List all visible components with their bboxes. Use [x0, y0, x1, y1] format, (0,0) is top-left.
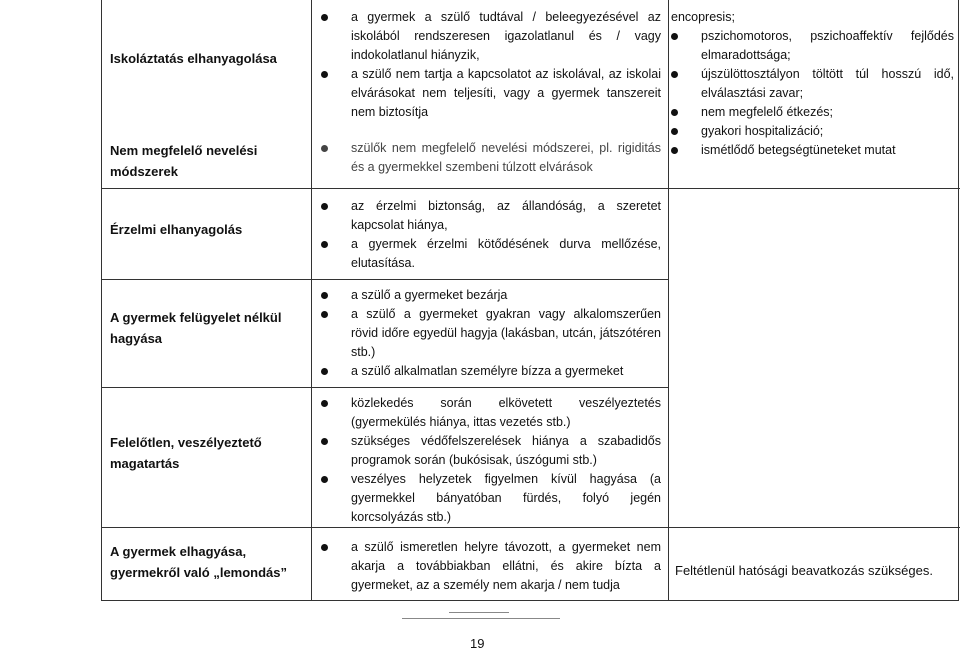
list-item: a gyermek a szülő tudtával / beleegyezésével az iskolából rendszeresen igazolatlanul és / vagy indokolatlanul hiányzik, — [321, 8, 661, 65]
bullet-icon — [321, 145, 328, 152]
row-divider — [102, 527, 960, 528]
row-label-emotional: Érzelmi elhanyagolás — [110, 222, 243, 237]
footer-rule — [449, 612, 509, 613]
bullet-icon — [321, 476, 328, 483]
column-divider — [668, 0, 669, 600]
bullet-icon — [671, 147, 678, 154]
emotional-list — [321, 197, 661, 273]
list-item: a szülő alkalmatlan személyre bízza a gyermeket — [321, 362, 661, 381]
schooling-list — [321, 8, 661, 122]
list-item: a szülő ismeretlen helyre távozott, a gyermeket nem akarja a továbbiakban ellátni, és akire bízta a gyermeket, az a személy nem akarja / nem tudja — [321, 538, 661, 595]
row-label-upbringing: Nem megfelelő nevelési módszerek — [110, 143, 258, 179]
list-item: közlekedés során elkövetett veszélyeztetés (gyermekülés hiánya, ittas vezetés stb.) — [321, 394, 661, 432]
symptom-list — [671, 27, 954, 160]
right-column-symptoms — [671, 8, 954, 160]
page-number: 19 — [470, 636, 485, 651]
list-item: szükséges védőfelszerelések hiánya a szabadidős programok során (bukósisak, úszógumi stb.) — [321, 432, 661, 470]
list-item: a szülő nem tartja a kapcsolatot az iskolával, az iskolai elvárásokat nem teljesíti, vagy a gyermek tanszereit nem biztosítja — [321, 65, 661, 122]
list-item: a szülő a gyermeket gyakran vagy alkalomszerűen rövid időre egyedül hagyja (lakásban, utcán, játszótéren stb.) — [321, 305, 661, 362]
bullet-icon — [321, 71, 328, 78]
row-label-schooling: Iskoláztatás elhanyagolása — [110, 51, 277, 66]
list-item: az érzelmi biztonság, az állandóság, a szeretet kapcsolat hiánya, — [321, 197, 661, 235]
list-item: veszélyes helyzetek figyelmen kívül hagyása (a gyermekkel bányatóban fürdés, folyó jegén korcsolyázás stb.) — [321, 470, 661, 527]
bullet-icon — [321, 438, 328, 445]
indicator-table — [101, 0, 959, 601]
list-item: pszichomotoros, pszichoaffektív fejlődés elmaradottsága; — [671, 27, 954, 65]
bullet-icon — [321, 14, 328, 21]
list-item: nem megfelelő étkezés; — [671, 103, 954, 122]
bullet-icon — [321, 368, 328, 375]
bullet-icon — [671, 71, 678, 78]
unsupervised-list — [321, 286, 661, 381]
reckless-list — [321, 394, 661, 527]
list-item: ismétlődő betegségtüneteket mutat — [671, 141, 954, 160]
symptom-first-line: encopresis; — [671, 10, 735, 24]
footer-rule — [402, 618, 560, 619]
row-divider — [102, 279, 668, 280]
bullet-icon — [321, 311, 328, 318]
authority-intervention-note: Feltétlenül hatósági beavatkozás szükséges. — [675, 563, 933, 578]
bullet-icon — [671, 33, 678, 40]
abandonment-list — [321, 538, 661, 595]
list-item: újszülöttosztályon töltött túl hosszú idő, elválasztási zavar; — [671, 65, 954, 103]
bullet-icon — [671, 128, 678, 135]
bullet-icon — [321, 400, 328, 407]
row-divider — [102, 387, 668, 388]
bullet-icon — [321, 292, 328, 299]
upbringing-list — [321, 139, 661, 177]
bullet-icon — [671, 109, 678, 116]
column-divider — [311, 0, 312, 600]
row-label-reckless: Felelőtlen, veszélyeztető magatartás — [110, 435, 262, 471]
list-item: a gyermek érzelmi kötődésének durva mellőzése, elutasítása. — [321, 235, 661, 273]
row-label-unsupervised: A gyermek felügyelet nélkül hagyása — [110, 310, 282, 346]
bullet-icon — [321, 241, 328, 248]
bullet-icon — [321, 203, 328, 210]
bullet-icon — [321, 544, 328, 551]
list-item: szülők nem megfelelő nevelési módszerei, pl. rigiditás és a gyermekkel szembeni túlzott elvárások — [321, 139, 661, 177]
list-item: a szülő a gyermeket bezárja — [321, 286, 661, 305]
row-divider — [102, 188, 960, 189]
row-label-abandonment: A gyermek elhagyása, gyermekről való „lemondás” — [110, 544, 288, 580]
list-item: gyakori hospitalizáció; — [671, 122, 954, 141]
